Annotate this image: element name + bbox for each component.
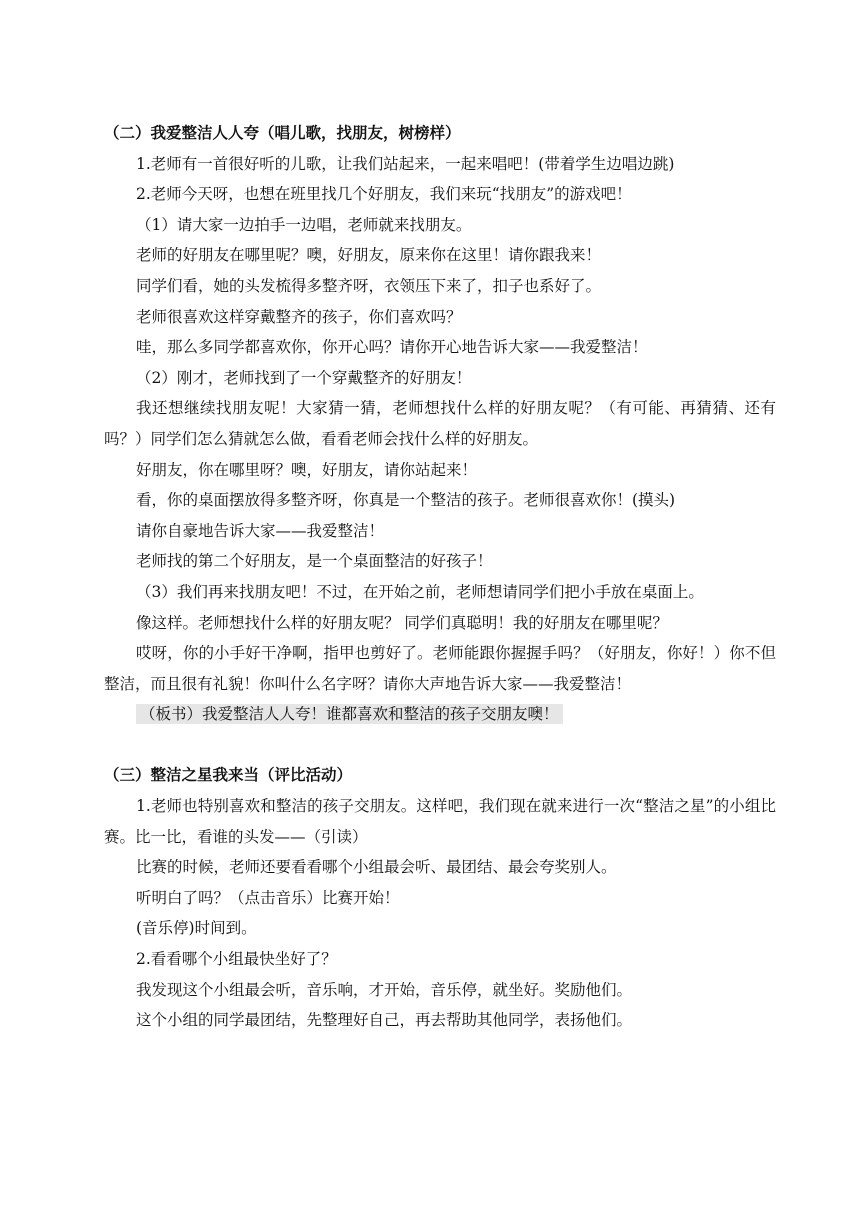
paragraph: 好朋友，你在哪里呀？噢，好朋友，请你站起来！ bbox=[136, 460, 478, 479]
paragraph-intro: 1.老师也特别喜欢和整洁的孩子交朋友。这样吧，我们现在就来进行一次“整洁之星”的小组比赛。比一比，看谁的头发——（引读） bbox=[104, 797, 776, 846]
paragraph: 哇，那么多同学都喜欢你，你开心吗？请你开心地告诉大家——我爱整洁！ bbox=[136, 338, 648, 357]
paragraph: 这个小组的同学最团结，先整理好自己，再去帮助其他同学，表扬他们。 bbox=[136, 1011, 633, 1030]
paragraph: 看，你的桌面摆放得多整齐呀，你真是一个整洁的孩子。老师很喜欢你！(摸头) bbox=[136, 491, 676, 510]
paragraph: 2.看看哪个小组最快坐好了？ bbox=[136, 950, 337, 969]
paragraph: 同学们看，她的头发梳得多整齐呀，衣领压下来了，扣子也系好了。 bbox=[136, 276, 602, 295]
paragraph: 老师的好朋友在哪里呢？噢，好朋友，原来你在这里！请你跟我来！ bbox=[136, 246, 602, 265]
paragraph-hands: 哎呀，你的小手好干净啊，指甲也剪好了。老师能跟你握握手吗？（好朋友，你好！）你不但整洁，而且很有礼貌！你叫什么名字呀？请你大声地告诉大家——我爱整洁！ bbox=[104, 644, 776, 693]
document-page bbox=[104, 118, 776, 1036]
paragraph: （2）刚才，老师找到了一个穿戴整齐的好朋友！ bbox=[136, 368, 472, 387]
paragraph: 请你自豪地告诉大家——我爱整洁！ bbox=[136, 521, 385, 540]
paragraph: 2.老师今天呀，也想在班里找几个好朋友，我们来玩“找朋友”的游戏吧！ bbox=[136, 185, 632, 204]
paragraph: 比赛的时候，老师还要看看哪个小组最会听、最团结、最会夸奖别人。 bbox=[136, 858, 617, 877]
paragraph: （3）我们再来找朋友吧！不过，在开始之前，老师想请同学们把小手放在桌面上。 bbox=[136, 582, 704, 601]
board-note: （板书）我爱整洁人人夸！谁都喜欢和整洁的孩子交朋友噢！ bbox=[136, 704, 563, 724]
paragraph: (音乐停)时间到。 bbox=[136, 919, 257, 938]
section-three bbox=[104, 760, 776, 1035]
section-two-heading: （二）我爱整洁人人夸（唱儿歌，找朋友，树榜样） bbox=[104, 124, 461, 142]
paragraph-guess: 我还想继续找朋友呢！大家猜一猜，老师想找什么样的好朋友呢？（有可能、再猜猜、还有吗？）同学们怎么猜就怎么做，看看老师会找什么样的好朋友。 bbox=[104, 399, 776, 448]
paragraph: （1）请大家一边拍手一边唱，老师就来找朋友。 bbox=[136, 215, 472, 234]
section-three-heading: （三）整洁之星我来当（评比活动） bbox=[104, 766, 353, 785]
spacer bbox=[104, 730, 776, 761]
paragraph: 像这样。老师想找什么样的好朋友呢？ 同学们真聪明！我的好朋友在哪里呢？ bbox=[136, 613, 668, 632]
section-two bbox=[104, 118, 776, 730]
paragraph: 我发现这个小组最会听，音乐响，才开始，音乐停，就坐好。奖励他们。 bbox=[136, 980, 633, 999]
paragraph: 老师找的第二个好朋友，是一个桌面整洁的好孩子！ bbox=[136, 552, 493, 571]
paragraph: 听明白了吗？（点击音乐）比赛开始！ bbox=[136, 888, 400, 907]
paragraph: 老师很喜欢这样穿戴整齐的孩子，你们喜欢吗？ bbox=[136, 307, 462, 326]
board-note-line bbox=[104, 699, 776, 730]
paragraph: 1.老师有一首很好听的儿歌，让我们站起来，一起来唱吧！(带着学生边唱边跳) bbox=[136, 154, 675, 173]
